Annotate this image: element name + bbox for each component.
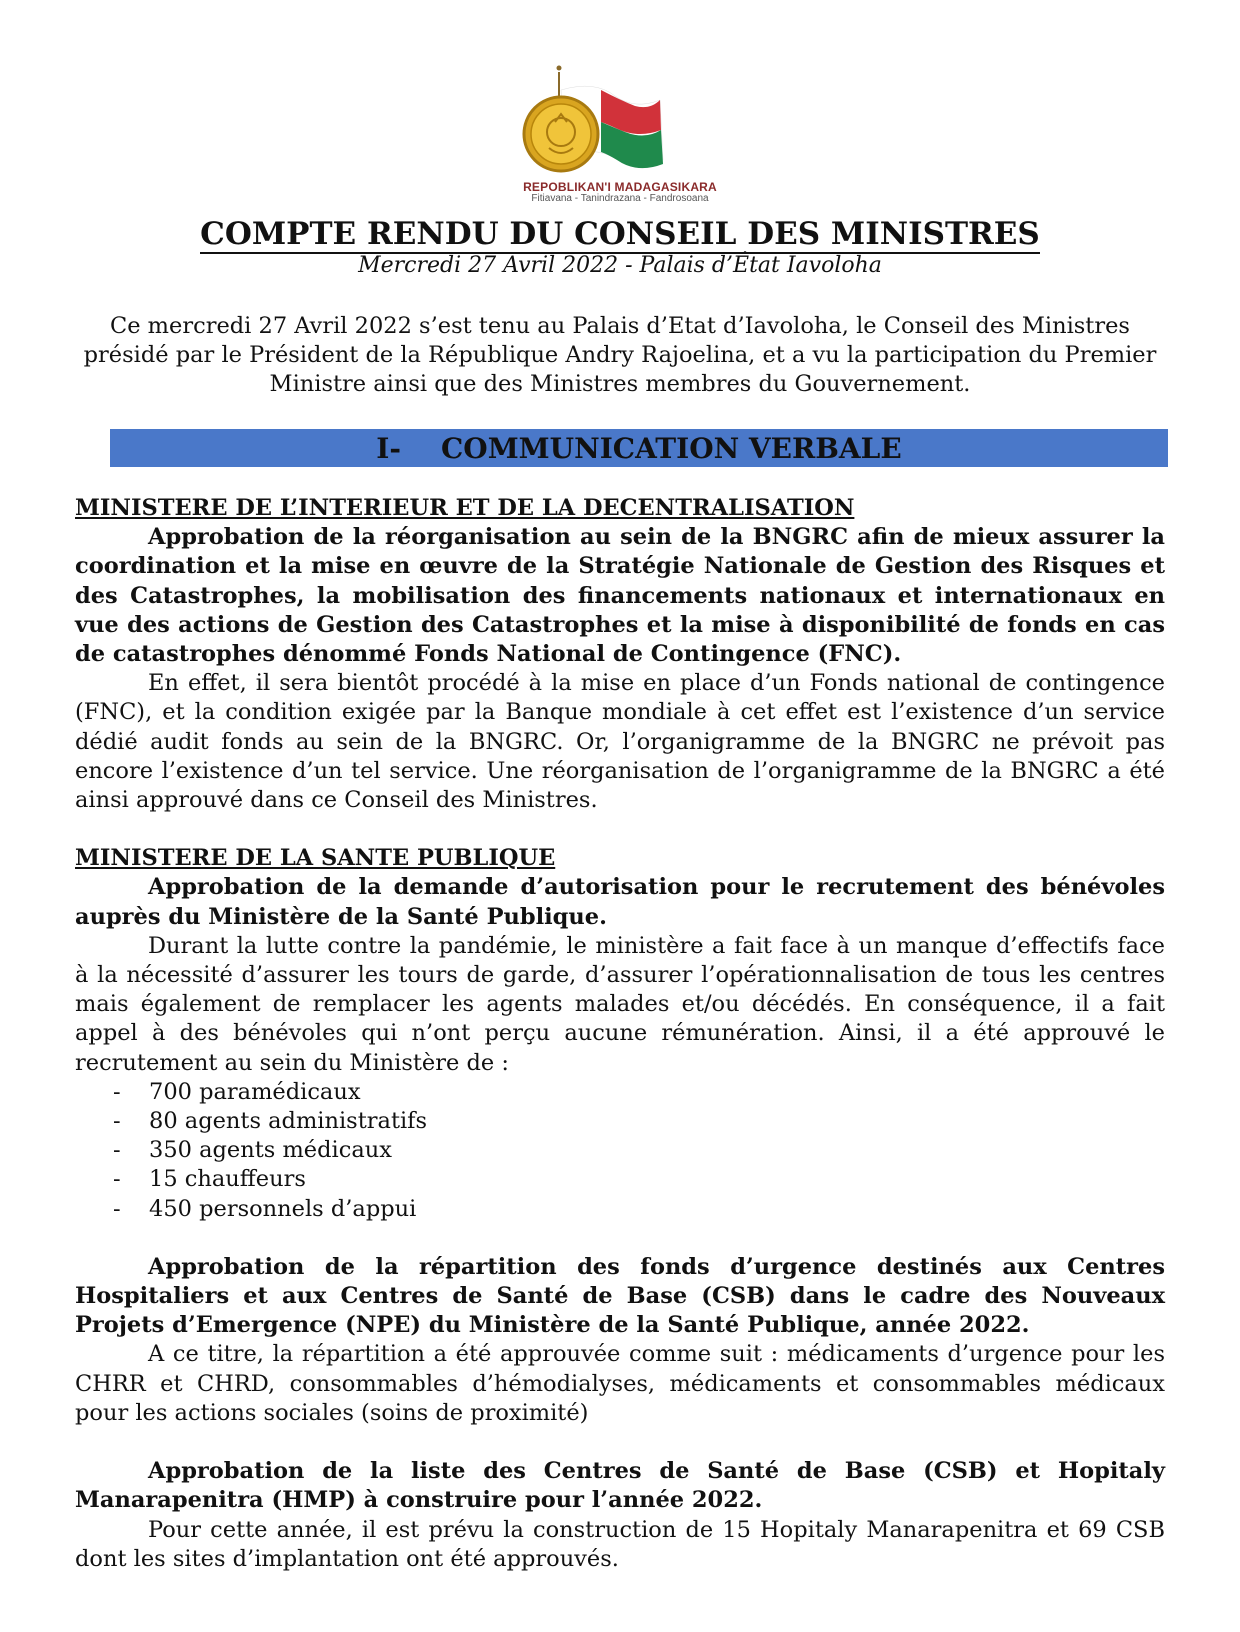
spacer [75, 1428, 1165, 1457]
list-item: - 450 personnels d’appui [113, 1195, 417, 1222]
decision-heading: Approbation de la réorganisation au sein de la BNGRC afin de mieux assurer la coordination et la mise en œuvre de la Stratégie Nationale de Gestion des Risques et des Catastrophes, la mobilisation des financements nationaux et internationaux en vue des actions de Gestion des Catastrophes et la mise à disponibilité de fonds en cas de catastrophes dénommé Fonds National de Contingence (FNC). [75, 524, 1165, 668]
document-title-text: COMPTE RENDU DU CONSEIL DES MINISTRES [200, 216, 1040, 252]
section-title: COMMUNICATION VERBALE [441, 432, 902, 465]
decision-body: A ce titre, la répartition a été approuvée comme suit : médicaments d’urgence pour les CHRR et CHRD, consommables d’hémodialyses, médicaments et consommables médicaux pour les actions sociales (soins de proximité) [75, 1341, 1165, 1426]
list-item: - 700 paramédicaux [113, 1078, 361, 1105]
decision-body: En effet, il sera bientôt procédé à la mise en place d’un Fonds national de contingence (FNC), et la condition exigée par la Banque mondiale à cet effet est l’existence d’un service dédié audit fonds au sein de la BNGRC. Or, l’organigramme de la BNGRC ne prévoit pas encore l’existence d’un tel service. Une réorganisation de l’organigramme de la BNGRC a été ainsi approuvé dans ce Conseil des Ministres. [75, 670, 1165, 814]
republic-motto: Fitiavana - Tanindrazana - Fandrosoana [531, 193, 709, 204]
decision-body: Durant la lutte contre la pandémie, le ministère a fait face à un manque d’effectifs face à la nécessité d’assurer les tours de garde, d’assurer l’opérationnalisation de tous les centres mais également de remplacer les agents malades et/ou décédés. En conséquence, il a fait appel à des bénévoles qui n’ont perçu aucune rémunération. Ainsi, il a été approuvé le recrutement au sein du Ministère de : [75, 932, 1165, 1076]
decision-heading: Approbation de la répartition des fonds d’urgence destinés aux Centres Hospitaliers et aux Centres de Santé de Base (CSB) dans le cadre des Nouveaux Projets d’Emergence (NPE) du Ministère de la Santé Publique, année 2022. [75, 1253, 1165, 1339]
ministry-heading: MINISTERE DE L’INTERIEUR ET DE LA DECENTRALISATION [75, 495, 855, 521]
decision-body: Pour cette année, il est prévu la construction de 15 Hopitaly Manarapenitra et 69 CSB dont les sites d’implantation ont été approuvés. [75, 1516, 1165, 1572]
document-subtitle: Mercredi 27 Avril 2022 - Palais d’État Iavoloha [358, 253, 882, 278]
section-banner [110, 429, 1168, 467]
decision-heading: Approbation de la liste des Centres de Santé de Base (CSB) et Hopitaly Manarapenitra (HMP) à construire pour l’année 2022. [75, 1458, 1165, 1514]
ministry-heading: MINISTERE DE LA SANTE PUBLIQUE [75, 845, 556, 872]
list-item: - 15 chauffeurs [113, 1166, 306, 1193]
list-item: - 80 agents administratifs [113, 1108, 428, 1135]
spacer [75, 1224, 1165, 1253]
document-content [75, 494, 1165, 1574]
document-title [0, 214, 1240, 254]
decision-heading: Approbation de la demande d’autorisation pour le recrutement des bénévoles auprès du Ministère de la Santé Publique. [75, 874, 1165, 930]
recruitment-list [75, 1078, 1165, 1224]
section-number: I- [376, 432, 402, 465]
emblem-caption [450, 180, 790, 204]
list-item: - 350 agents médicaux [113, 1137, 392, 1164]
spacer [75, 815, 1165, 844]
intro-paragraph: Ce mercredi 27 Avril 2022 s’est tenu au Palais d’Etat d’Iavoloha, le Conseil des Ministres présidé par le Président de la République Andry Rajoelina, et a vu la participation du Premier Ministre ainsi que des Ministres membres du Gouvernement. [83, 313, 1157, 397]
republic-name: REPOBLIKAN'I MADAGASIKARA [523, 180, 717, 194]
